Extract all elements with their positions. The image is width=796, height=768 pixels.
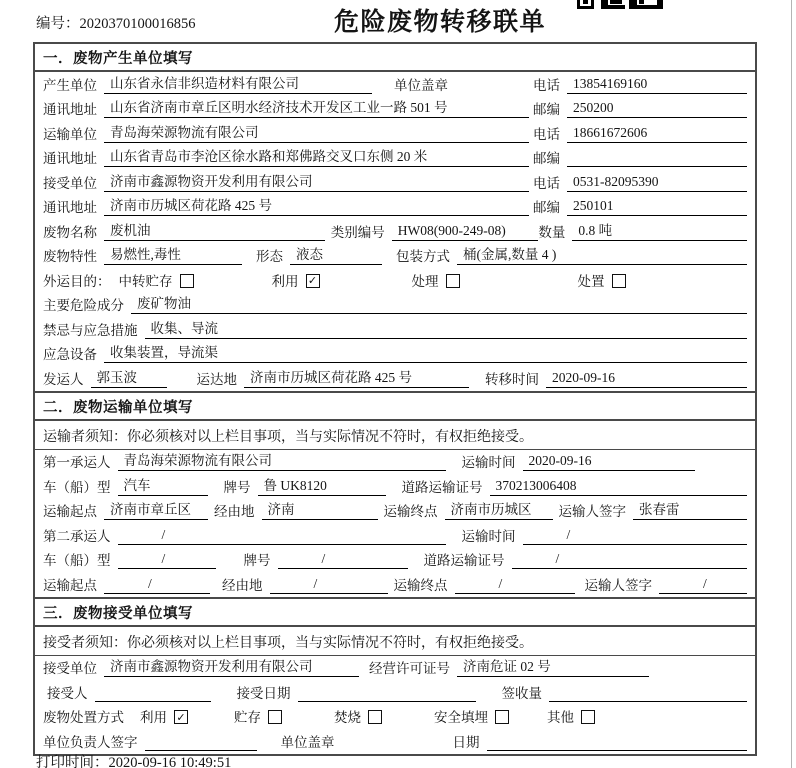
checkbox-label: 焚烧 [334, 710, 361, 725]
field-group [533, 74, 747, 94]
form-row [35, 121, 755, 146]
form-row [35, 523, 755, 548]
field-label: 运输单位 [43, 126, 97, 142]
form-row [35, 219, 755, 244]
field-label: 电话 [533, 126, 560, 142]
field-group [43, 121, 529, 143]
field-value [95, 685, 211, 702]
field-value [145, 734, 257, 751]
field-group [43, 170, 529, 192]
form-row [35, 170, 755, 195]
field-label: 道路运输证号 [423, 553, 505, 568]
field-group [43, 293, 747, 315]
section-rows [35, 450, 755, 597]
field-value: 0531-82095390 [567, 174, 747, 192]
field-group [533, 98, 747, 118]
field-group [453, 731, 748, 751]
field-group [43, 656, 359, 678]
field-label: 签收量 [501, 685, 542, 701]
field-value: 济南危证 02 号 [457, 656, 649, 678]
field-group [559, 499, 748, 521]
field-value: / [270, 576, 388, 594]
field-value: 250101 [567, 198, 747, 216]
field-group [396, 244, 747, 266]
field-group [533, 172, 747, 192]
field-label: 包装方式 [396, 249, 450, 264]
doc-number-value: 2020370100016856 [79, 16, 196, 32]
field-group [462, 451, 695, 471]
field-value: 济南市历城区荷花路 425 号 [244, 366, 469, 388]
field-label: 车（船）型 [43, 479, 111, 495]
form-row [35, 342, 755, 367]
form-title: 危险废物转移联单 [334, 8, 547, 36]
checkbox [140, 706, 188, 726]
checkbox-label: 其他 [547, 710, 574, 725]
field-group [533, 196, 747, 216]
field-value: 郭玉波 [91, 366, 167, 388]
field-label: 接受单位 [43, 175, 97, 191]
field-value: / [659, 576, 747, 594]
field-value [487, 734, 748, 751]
field-value: 汽车 [118, 474, 208, 496]
field-value: 山东省青岛市李沧区徐水路和郑佛路交叉口东侧 20 米 [104, 146, 529, 168]
section-transporter [35, 391, 755, 597]
field-group [43, 549, 216, 569]
form-row [35, 656, 755, 681]
field-group [502, 682, 748, 702]
field-label: 形态 [256, 249, 283, 264]
field-value: 桶(金属,数量 4 ) [457, 244, 747, 266]
checkbox [272, 270, 320, 290]
field-group [43, 474, 208, 496]
section-notice: 接受者须知：你必须核对以上栏目事项，当与实际情况不符时，有权拒绝接受。 [35, 627, 755, 656]
field-label: 运输人签字 [558, 504, 626, 519]
field-value: 2020-09-16 [546, 370, 747, 388]
form-row [35, 450, 755, 475]
field-group [43, 342, 747, 364]
field-value [298, 685, 476, 702]
field-value [567, 150, 747, 167]
field-group [43, 731, 257, 751]
field-label: 运输终点 [393, 577, 448, 593]
field-label: 通讯地址 [43, 151, 97, 166]
field-group [43, 574, 210, 594]
field-label: 接受单位 [43, 661, 97, 676]
field-group [197, 366, 470, 388]
field-value: 山东省永信非织造材料有限公司 [104, 72, 372, 94]
checkbox-box [581, 710, 595, 724]
field-group [43, 97, 529, 119]
field-value: 张春雷 [633, 499, 747, 521]
field-label: 经营许可证号 [369, 661, 450, 676]
checkbox-box [612, 274, 626, 288]
field-label: 运输终点 [383, 504, 438, 519]
field-group [533, 123, 747, 143]
checkbox-box: ✓ [174, 710, 188, 724]
field-label: 类别编号 [330, 224, 385, 240]
checkbox [412, 270, 460, 290]
field-label: 第一承运人 [43, 455, 111, 470]
checkbox [234, 706, 282, 726]
form-row [35, 268, 755, 293]
section-heading: 二．废物运输单位填写 [35, 391, 755, 421]
field-value: 收集装置，导流渠 [104, 342, 747, 364]
field-label: 主要危险成分 [43, 298, 124, 313]
field-value: 济南市历城区 [445, 499, 553, 521]
field-value: 废机油 [104, 219, 325, 241]
field-value: 山东省济南市章丘区明水经济技术开发区工业一路 501 号 [104, 97, 529, 119]
section-receiver [35, 597, 755, 754]
field-group [369, 656, 649, 678]
field-value: 济南市历城区荷花路 425 号 [104, 195, 529, 217]
field-label: 运输人签字 [584, 577, 652, 593]
section-producer [35, 44, 755, 391]
field-group [43, 450, 446, 472]
checkbox [334, 706, 382, 726]
section-rows [35, 72, 755, 391]
checkbox-box [180, 274, 194, 288]
field-label: 经由地 [222, 577, 263, 593]
form-row [35, 146, 755, 171]
field-group [244, 549, 408, 569]
field-label: 运输起点 [43, 577, 97, 593]
form-row [35, 705, 755, 730]
inline-text: 单位盖章 [394, 77, 448, 93]
section-rows [35, 656, 755, 754]
field-label: 应急设备 [43, 347, 97, 362]
field-value: 济南市鑫源物资开发利用有限公司 [104, 170, 529, 192]
field-label: 产生单位 [43, 77, 97, 93]
checkbox-box [368, 710, 382, 724]
field-value [549, 685, 747, 702]
field-group [47, 682, 211, 702]
print-time-value: 2020-09-16 10:49:51 [108, 755, 232, 768]
form-row [35, 366, 755, 391]
field-group [462, 525, 748, 545]
page-edge-line [791, 0, 792, 768]
field-label: 转移时间 [485, 371, 539, 387]
field-value: 2020-09-16 [523, 453, 695, 471]
field-group [214, 499, 378, 521]
field-group [43, 244, 242, 266]
checkbox-label: 贮存 [234, 710, 261, 725]
field-value: 济南市章丘区 [104, 499, 208, 521]
field-label: 车（船）型 [43, 553, 111, 568]
field-label: 通讯地址 [43, 102, 97, 117]
field-value: 13854169160 [567, 76, 747, 94]
form-row [35, 293, 755, 318]
field-group [43, 366, 167, 388]
field-label: 邮编 [533, 200, 560, 215]
field-value: / [118, 527, 446, 545]
field-group [43, 525, 446, 545]
doc-number [36, 12, 196, 33]
form-row [35, 317, 755, 342]
field-group [43, 195, 529, 217]
field-value: / [512, 551, 748, 569]
field-value: 370213006408 [490, 478, 748, 496]
inline-text: 单位盖章 [280, 734, 335, 750]
field-group [402, 476, 748, 496]
checkbox-label: 处理 [411, 273, 439, 289]
field-value: / [118, 551, 216, 569]
form-row [35, 72, 755, 97]
field-value: 鲁 UK8120 [258, 474, 386, 496]
field-label: 运达地 [196, 371, 237, 387]
field-group [331, 221, 539, 241]
field-label: 第二承运人 [43, 528, 111, 544]
field-group [43, 317, 747, 339]
field-group [43, 499, 208, 521]
field-group [485, 368, 747, 388]
field-label: 单位负责人签字 [43, 734, 138, 750]
field-value: 250200 [567, 100, 747, 118]
field-group [43, 219, 325, 241]
field-label: 经由地 [214, 504, 255, 519]
form-row [35, 499, 755, 524]
field-group [384, 499, 553, 521]
form-row [35, 195, 755, 220]
field-group [43, 146, 529, 168]
field-group [533, 147, 747, 167]
checkbox-box: ✓ [306, 274, 320, 288]
form-row [35, 680, 755, 705]
field-label: 电话 [533, 77, 560, 93]
field-label: 接受日期 [236, 685, 291, 701]
checkbox [547, 706, 595, 726]
field-label: 发运人 [43, 371, 84, 387]
field-group [538, 219, 747, 241]
field-group [424, 549, 748, 569]
field-group [237, 682, 476, 702]
checkbox-label: 处置 [577, 273, 605, 289]
form-row [35, 97, 755, 122]
field-group [222, 574, 388, 594]
form-row [35, 729, 755, 754]
print-time-label: 打印时间： [36, 755, 109, 768]
field-value: / [455, 576, 575, 594]
field-value: 济南市鑫源物资开发利用有限公司 [104, 656, 359, 678]
inline-text: 废物处置方式 [43, 710, 124, 725]
field-label: 邮编 [533, 102, 560, 117]
checkbox [578, 270, 626, 290]
field-group [256, 244, 382, 266]
checkbox [434, 706, 509, 726]
field-label: 邮编 [533, 151, 560, 166]
field-value: 收集、导流 [145, 317, 748, 339]
form-row [35, 548, 755, 573]
qr-code-fragment [577, 0, 663, 9]
doc-number-label: 编号： [36, 16, 80, 32]
print-time [36, 751, 231, 768]
field-label: 数量 [538, 224, 566, 240]
field-value: / [278, 551, 408, 569]
section-heading: 三．废物接受单位填写 [35, 597, 755, 627]
checkbox-box [268, 710, 282, 724]
form-row [35, 572, 755, 597]
form-row [35, 474, 755, 499]
field-value: / [104, 576, 210, 594]
form-row [35, 244, 755, 269]
field-label: 禁忌与应急措施 [43, 322, 138, 338]
field-value: 济南 [262, 499, 378, 521]
field-value: 易燃性,毒性 [104, 244, 242, 266]
field-label: 道路运输证号 [401, 479, 483, 495]
field-label: 牌号 [223, 479, 251, 495]
field-group [224, 474, 386, 496]
checkbox-box [495, 710, 509, 724]
field-value: / [523, 527, 748, 545]
field-label: 废物特性 [43, 249, 97, 264]
inline-text: 外运目的： [43, 273, 111, 289]
section-notice: 运输者须知：你必须核对以上栏目事项，当与实际情况不符时，有权拒绝接受。 [35, 421, 755, 450]
checkbox-label: 利用 [140, 710, 167, 725]
checkbox [119, 270, 194, 290]
form-table [33, 42, 757, 756]
section-heading: 一．废物产生单位填写 [35, 44, 755, 72]
field-group [43, 72, 372, 94]
field-label: 通讯地址 [43, 200, 97, 215]
field-value: 18661672606 [567, 125, 747, 143]
field-value: 青岛海荣源物流有限公司 [118, 450, 446, 472]
field-value: 液态 [290, 244, 382, 266]
field-label: 运输时间 [461, 455, 516, 470]
field-label: 运输时间 [461, 528, 516, 544]
field-group [394, 574, 575, 594]
field-label: 废物名称 [43, 224, 97, 240]
field-label: 运输起点 [43, 504, 97, 519]
checkbox-label: 中转贮存 [118, 273, 173, 289]
field-value: 0.8 吨 [572, 219, 747, 241]
field-label: 电话 [533, 175, 560, 191]
field-group [585, 574, 748, 594]
checkbox-label: 安全填埋 [434, 710, 488, 725]
checkbox-box [446, 274, 460, 288]
field-value: HW08(900-249-08) [392, 223, 539, 241]
field-value: 青岛海荣源物流有限公司 [104, 121, 529, 143]
field-label: 牌号 [243, 553, 271, 568]
checkbox-label: 利用 [271, 273, 299, 289]
field-value: 废矿物油 [131, 293, 747, 315]
field-label: 日期 [452, 734, 480, 750]
field-label: 接受人 [47, 685, 88, 701]
